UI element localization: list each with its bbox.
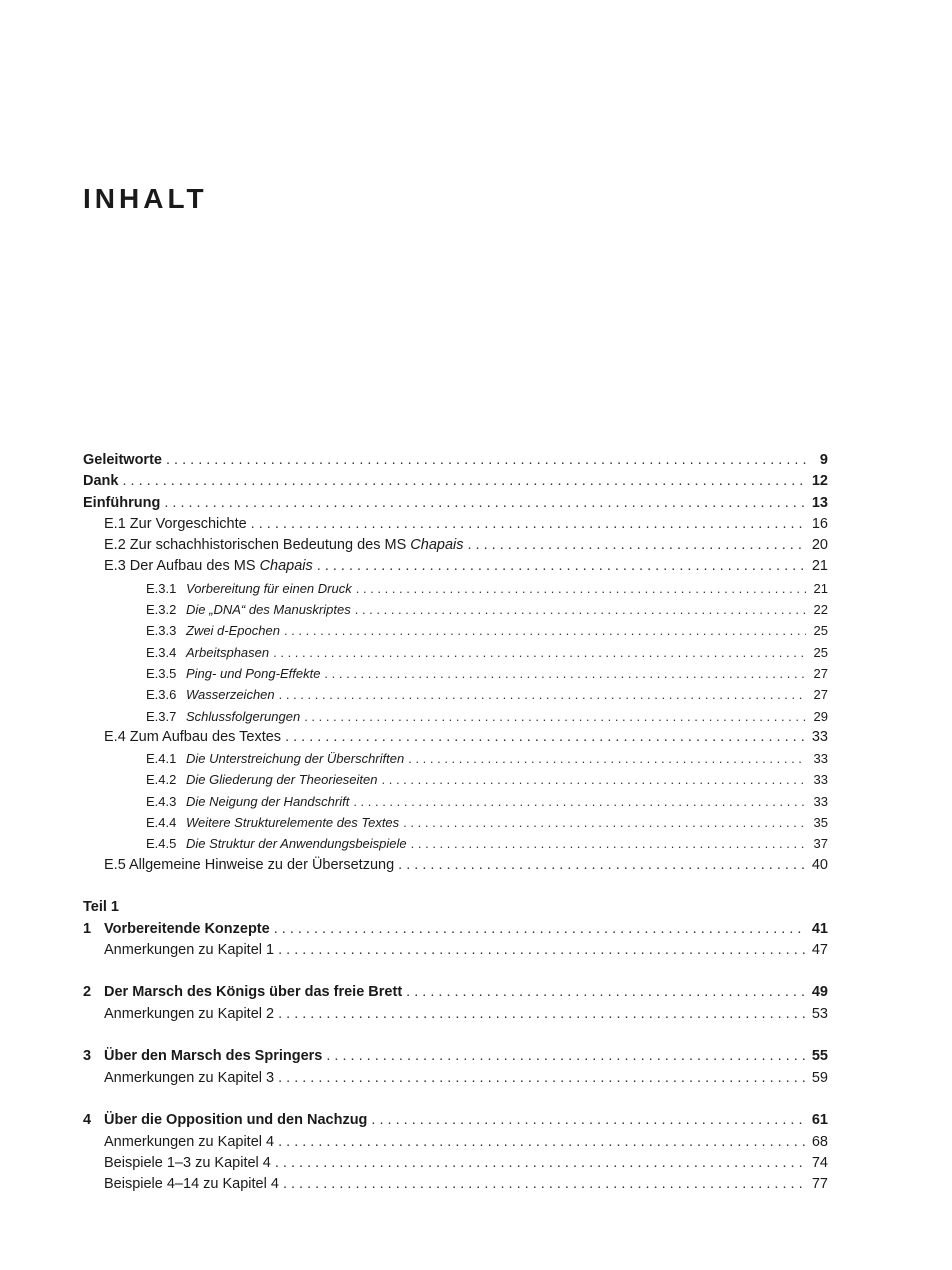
leader-dots [408, 748, 806, 769]
leader-dots [278, 1004, 806, 1025]
chapter-page: 49 [811, 984, 828, 1001]
toc-entry-label: Beispiele 1–3 zu Kapitel 4 [104, 1154, 271, 1171]
chapter-title: Über die Opposition und den Nachzug [104, 1112, 368, 1129]
page-title: INHALT [83, 183, 208, 214]
table-of-contents [83, 450, 828, 1195]
leader-dots [382, 769, 807, 790]
toc-entry-e4-3[interactable] [83, 791, 828, 812]
toc-entry-label: Die „DNA“ des Manuskriptes [186, 602, 351, 618]
toc-entry-page: 33 [813, 793, 828, 809]
toc-chapter-1[interactable] [83, 919, 828, 940]
toc-entry-e3-2[interactable] [83, 599, 828, 620]
toc-entry-e4-4[interactable] [83, 812, 828, 833]
toc-entry-page: 16 [811, 515, 828, 532]
toc-entry-dank[interactable] [83, 471, 828, 492]
leader-dots [304, 706, 806, 727]
toc-entry-label: Anmerkungen zu Kapitel 3 [104, 1069, 275, 1086]
leader-dots [356, 578, 806, 599]
toc-entry-label: E.1 Zur Vorgeschichte [104, 515, 247, 532]
leader-dots [273, 642, 806, 663]
toc-entry-page: 21 [811, 558, 828, 575]
toc-entry-label-italic: Chapais [259, 558, 313, 575]
toc-entry-label: Zwei d-Epochen [186, 623, 280, 639]
chapter-title: Über den Marsch des Springers [104, 1048, 323, 1065]
toc-entry-label: Ping- und Pong-Effekte [186, 665, 321, 681]
toc-entry-label: Schlussfolgerungen [186, 708, 301, 724]
toc-entry-label-text: E.2 Zur schachhistorischen Bedeutung des MS [104, 537, 411, 554]
toc-entry-label: Die Struktur der Anwendungsbeispiele [186, 836, 407, 852]
toc-entry-label: E.5 Allgemeine Hinweise zu der Übersetzung [104, 856, 395, 873]
toc-entry-label: Dank [83, 473, 119, 490]
toc-entry-page: 35 [813, 815, 828, 831]
toc-entry-label: Beispiele 4–14 zu Kapitel 4 [104, 1176, 279, 1193]
chapter-number: 2 [83, 984, 92, 1001]
leader-dots [279, 684, 806, 705]
leader-dots [285, 727, 806, 748]
toc-chapter-3-notes[interactable] [83, 1068, 828, 1089]
leader-dots [406, 982, 806, 1003]
toc-entry-label: Anmerkungen zu Kapitel 1 [104, 941, 275, 958]
toc-entry-number: E.4.1 [146, 751, 177, 767]
toc-entry-page: 29 [813, 708, 828, 724]
leader-dots [326, 1046, 806, 1067]
toc-entry-e5[interactable] [83, 855, 828, 876]
leader-dots [164, 493, 806, 514]
toc-entry-page: 27 [813, 665, 828, 681]
toc-entry-number: E.3.3 [146, 623, 177, 639]
toc-entry-label-text: E.3 Der Aufbau des MS [104, 558, 260, 575]
toc-entry-e3-7[interactable] [83, 706, 828, 727]
toc-entry-number: E.3.4 [146, 644, 177, 660]
toc-chapter-3[interactable] [83, 1046, 828, 1067]
toc-chapter-2-notes[interactable] [83, 1004, 828, 1025]
toc-entry-number: E.4.3 [146, 793, 177, 809]
toc-entry-label: Arbeitsphasen [186, 644, 270, 660]
toc-entry-page: 25 [813, 644, 828, 660]
chapter-title: Vorbereitende Konzepte [104, 920, 270, 937]
part-heading: Teil 1 [83, 899, 119, 916]
toc-chapter-4-examples-1[interactable] [83, 1153, 828, 1174]
toc-entry-page: 47 [811, 941, 828, 958]
toc-chapter-4-examples-2[interactable] [83, 1174, 828, 1195]
toc-entry-label: Anmerkungen zu Kapitel 2 [104, 1005, 275, 1022]
toc-entry-page: 77 [811, 1176, 828, 1193]
toc-entry-number: E.3.6 [146, 687, 177, 703]
chapter-number: 4 [83, 1112, 92, 1129]
toc-entry-page: 25 [813, 623, 828, 639]
leader-dots [371, 1110, 806, 1131]
leader-dots [317, 556, 806, 577]
leader-dots [251, 514, 806, 535]
leader-dots [166, 450, 806, 471]
leader-dots [324, 663, 806, 684]
toc-entry-number: E.3.5 [146, 665, 177, 681]
chapter-number: 1 [83, 920, 92, 937]
toc-entry-geleitworte[interactable] [83, 450, 828, 471]
chapter-page: 61 [811, 1112, 828, 1129]
toc-entry-e1[interactable] [83, 514, 828, 535]
spacer [83, 876, 828, 897]
toc-entry-label: Die Gliederung der Theorieseiten [186, 772, 378, 788]
leader-dots [403, 812, 806, 833]
toc-entry-e3-3[interactable] [83, 620, 828, 641]
chapter-title: Der Marsch des Königs über das freie Brett [104, 984, 403, 1001]
toc-entry-label: Wasserzeichen [186, 687, 275, 703]
leader-dots [278, 940, 806, 961]
toc-entry-number: E.3.7 [146, 708, 177, 724]
toc-entry-page: 68 [811, 1133, 828, 1150]
chapter-number: 3 [83, 1048, 92, 1065]
toc-entry-label: Geleitworte [83, 452, 162, 468]
toc-entry-number: E.4.4 [146, 815, 177, 831]
toc-entry-page: 20 [811, 537, 828, 554]
toc-entry-e4-5[interactable] [83, 833, 828, 854]
toc-entry-label [104, 556, 313, 577]
toc-entry-e3-6[interactable] [83, 684, 828, 705]
toc-entry-page: 9 [819, 452, 828, 468]
toc-entry-page: 27 [813, 687, 828, 703]
toc-entry-page: 37 [813, 836, 828, 852]
toc-entry-label-italic: Chapais [410, 537, 464, 554]
leader-dots [411, 833, 806, 854]
toc-entry-e3-1[interactable] [83, 578, 828, 599]
toc-entry-einfuehrung[interactable] [83, 493, 828, 514]
toc-entry-label: Die Unterstreichung der Überschriften [186, 751, 405, 767]
toc-entry-e3-5[interactable] [83, 663, 828, 684]
spacer [83, 961, 828, 982]
leader-dots [353, 791, 806, 812]
toc-chapter-4[interactable] [83, 1110, 828, 1131]
leader-dots [278, 1132, 806, 1153]
leader-dots [467, 535, 806, 556]
leader-dots [274, 919, 806, 940]
toc-entry-label: Weitere Strukturelemente des Textes [186, 815, 400, 831]
toc-entry-label [104, 535, 463, 556]
toc-chapter-4-notes[interactable] [83, 1132, 828, 1153]
toc-entry-page: 59 [811, 1069, 828, 1086]
toc-entry-page: 40 [811, 856, 828, 873]
toc-entry-number: E.4.5 [146, 836, 177, 852]
toc-entry-e3-4[interactable] [83, 642, 828, 663]
toc-entry-page: 33 [813, 772, 828, 788]
toc-entry-number: E.3.2 [146, 602, 177, 618]
toc-entry-e2[interactable] [83, 535, 828, 556]
toc-entry-page: 33 [813, 751, 828, 767]
spacer [83, 1089, 828, 1110]
leader-dots [283, 1174, 806, 1195]
toc-entry-page: 74 [811, 1154, 828, 1171]
toc-entry-label: Die Neigung der Handschrift [186, 793, 350, 809]
toc-entry-number: E.4.2 [146, 772, 177, 788]
toc-entry-label: Anmerkungen zu Kapitel 4 [104, 1133, 275, 1150]
toc-entry-page: 12 [811, 473, 828, 490]
toc-entry-page: 13 [811, 494, 828, 511]
toc-entry-label: Vorbereitung für einen Druck [186, 580, 352, 596]
toc-entry-e4-1[interactable] [83, 748, 828, 769]
leader-dots [122, 471, 806, 492]
spacer [83, 1025, 828, 1046]
toc-chapter-1-notes[interactable] [83, 940, 828, 961]
toc-entry-page: 22 [813, 602, 828, 618]
toc-chapter-2[interactable] [83, 982, 828, 1003]
toc-entry-page: 53 [811, 1005, 828, 1022]
toc-entry-page: 21 [813, 580, 828, 596]
toc-entry-label: E.4 Zum Aufbau des Textes [104, 728, 282, 745]
toc-entry-e3[interactable] [83, 556, 828, 577]
chapter-page: 41 [811, 920, 828, 937]
leader-dots [355, 599, 806, 620]
leader-dots [275, 1153, 806, 1174]
leader-dots [284, 620, 806, 641]
toc-entry-number: E.3.1 [146, 580, 177, 596]
leader-dots [398, 855, 806, 876]
toc-entry-page: 33 [811, 728, 828, 745]
toc-entry-label: Einführung [83, 494, 161, 511]
toc-entry-e4-2[interactable] [83, 769, 828, 790]
chapter-page: 55 [811, 1048, 828, 1065]
leader-dots [278, 1068, 806, 1089]
toc-entry-e4[interactable] [83, 727, 828, 748]
